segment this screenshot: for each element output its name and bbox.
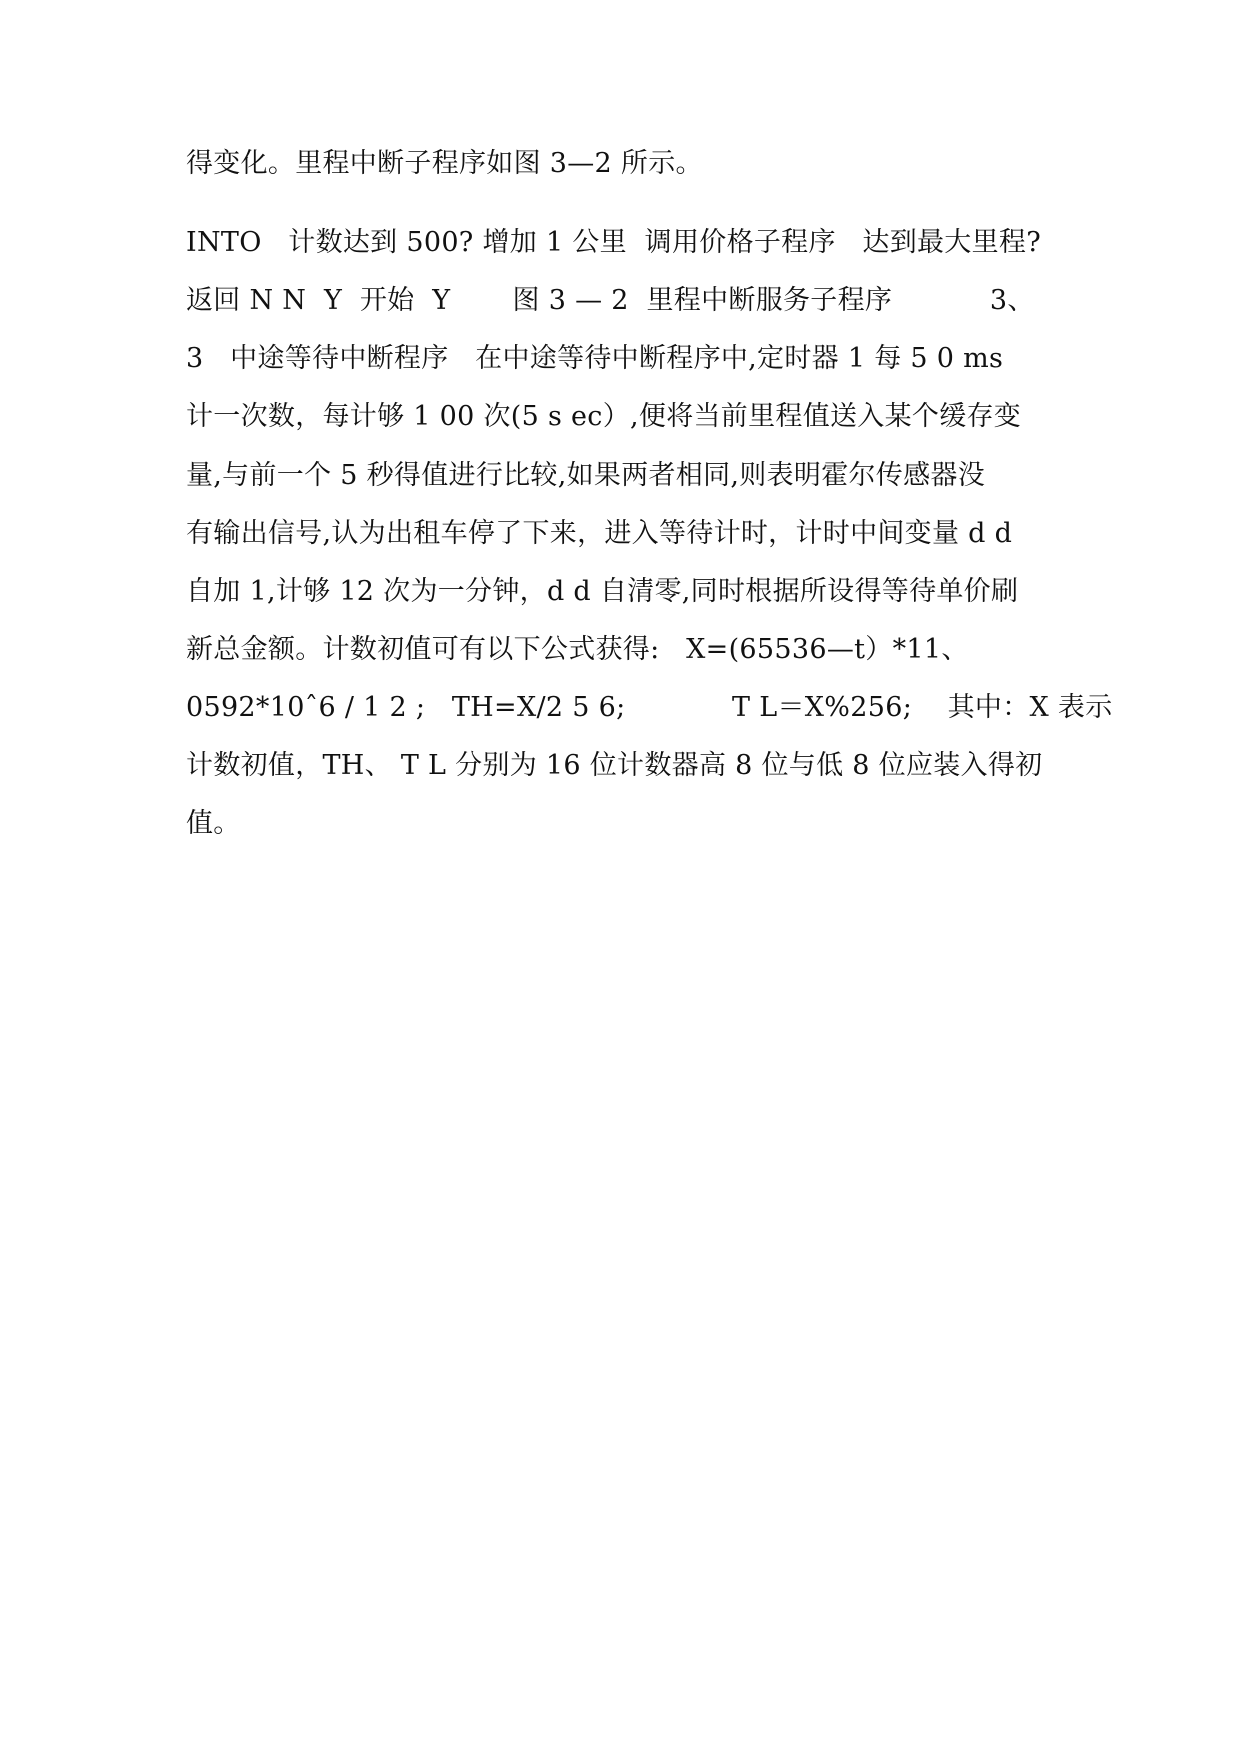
text-line: 返回 N N Y 开始 Y 图 3 — 2 里程中断服务子程序 3、 <box>186 285 1035 316</box>
text-line: 量,与前一个 5 秒得值进行比较,如果两者相同,则表明霍尔传感器没 <box>186 460 985 491</box>
text-line: 得变化。里程中断子程序如图 3—2 所示。 <box>186 148 703 179</box>
text-line: 0592*10ˆ6 / 1 2 ; TH=X/2 5 6; T L＝X%256; 其中：X 表示 <box>186 692 1113 723</box>
text-line: INTO 计数达到 500? 增加 1 公里 调用价格子程序 达到最大里程? <box>186 227 1041 258</box>
text-line: 计数初值，TH、 T L 分别为 16 位计数器高 8 位与低 8 位应装入得初 <box>186 750 1043 781</box>
text-line: 有输出信号,认为出租车停了下来，进入等待计时，计时中间变量 d d <box>186 518 1013 549</box>
text-line: 新总金额。计数初值可有以下公式获得: X=(65536—t）*11、 <box>186 634 969 665</box>
text-line: 值。 <box>186 808 241 839</box>
text-line: 3 中途等待中断程序 在中途等待中断程序中,定时器 1 每 5 0 ms <box>186 343 1004 374</box>
text-line: 自加 1,计够 12 次为一分钟，d d 自清零,同时根据所设得等待单价刷 <box>186 576 1019 607</box>
text-line: 计一次数，每计够 1 00 次(5 s ec）,便将当前里程值送入某个缓存变 <box>186 401 1022 432</box>
